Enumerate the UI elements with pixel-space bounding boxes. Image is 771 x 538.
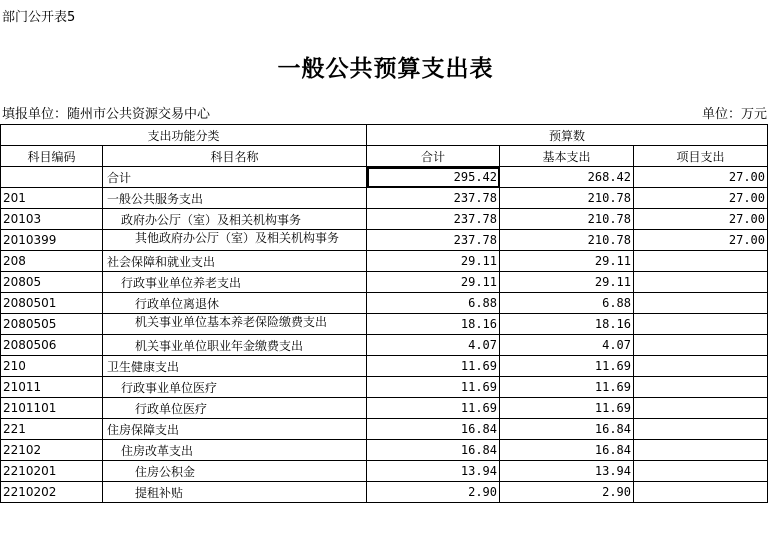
row-code[interactable]: 2080501 xyxy=(1,293,103,314)
header-project[interactable]: 项目支出 xyxy=(634,146,768,167)
row-project[interactable] xyxy=(634,335,768,356)
row-name[interactable] xyxy=(103,440,367,461)
row-name-text: 机关事业单位基本养老保险缴费支出 xyxy=(135,314,328,329)
row-code[interactable]: 210 xyxy=(1,356,103,377)
row-name[interactable] xyxy=(103,356,367,377)
row-total[interactable]: 13.94 xyxy=(367,461,500,482)
row-project[interactable] xyxy=(634,398,768,419)
row-name[interactable] xyxy=(103,461,367,482)
header-row-group xyxy=(1,125,768,146)
row-total[interactable]: 29.11 xyxy=(367,251,500,272)
row-code[interactable]: 21011 xyxy=(1,377,103,398)
row-project[interactable]: 27.00 xyxy=(634,209,768,230)
row-name-text: 社会保障和就业支出 xyxy=(107,254,216,269)
row-code[interactable]: 2101101 xyxy=(1,398,103,419)
row-total[interactable]: 16.84 xyxy=(367,419,500,440)
row-name[interactable] xyxy=(103,272,367,293)
row-basic[interactable]: 11.69 xyxy=(500,356,634,377)
row-name[interactable] xyxy=(103,482,367,503)
row-basic[interactable]: 29.11 xyxy=(500,272,634,293)
header-name[interactable]: 科目名称 xyxy=(103,146,367,167)
row-name[interactable] xyxy=(103,167,367,188)
row-code[interactable]: 2210202 xyxy=(1,482,103,503)
row-total[interactable]: 29.11 xyxy=(367,272,500,293)
row-name-text: 住房保障支出 xyxy=(107,422,180,437)
row-basic[interactable]: 16.84 xyxy=(500,440,634,461)
row-project[interactable] xyxy=(634,293,768,314)
table-row xyxy=(1,482,768,503)
row-code[interactable]: 2010399 xyxy=(1,230,103,251)
row-name-text: 政府办公厅（室）及相关机构事务 xyxy=(121,212,302,227)
table-row xyxy=(1,314,768,335)
row-name-text: 机关事业单位职业年金缴费支出 xyxy=(135,338,304,353)
row-name-text: 行政事业单位医疗 xyxy=(121,380,218,395)
table-row xyxy=(1,272,768,293)
row-total[interactable]: 4.07 xyxy=(367,335,500,356)
row-name-text: 卫生健康支出 xyxy=(107,359,180,374)
table-row xyxy=(1,461,768,482)
row-project[interactable] xyxy=(634,251,768,272)
table-row xyxy=(1,188,768,209)
row-project[interactable]: 27.00 xyxy=(634,188,768,209)
row-code[interactable]: 208 xyxy=(1,251,103,272)
row-basic[interactable]: 18.16 xyxy=(500,314,634,335)
row-basic[interactable]: 210.78 xyxy=(500,230,634,251)
header-function-class[interactable]: 支出功能分类 xyxy=(1,125,367,146)
row-name[interactable] xyxy=(103,209,367,230)
table-row xyxy=(1,167,768,188)
row-basic[interactable]: 13.94 xyxy=(500,461,634,482)
header-basic[interactable]: 基本支出 xyxy=(500,146,634,167)
row-code[interactable]: 22102 xyxy=(1,440,103,461)
row-name[interactable] xyxy=(103,419,367,440)
row-name[interactable] xyxy=(103,293,367,314)
row-total[interactable]: 2.90 xyxy=(367,482,500,503)
table-row xyxy=(1,440,768,461)
table-row xyxy=(1,230,768,251)
table-row xyxy=(1,419,768,440)
row-name[interactable] xyxy=(103,335,367,356)
table-row xyxy=(1,398,768,419)
row-name-text: 住房公积金 xyxy=(135,464,196,479)
row-project[interactable] xyxy=(634,461,768,482)
row-name-text: 行政事业单位养老支出 xyxy=(121,275,242,290)
budget-table xyxy=(0,124,768,503)
reporting-unit: 填报单位：随州市公共资源交易中心 xyxy=(2,107,211,122)
row-name-text: 行政单位离退休 xyxy=(135,296,220,311)
header-code[interactable]: 科目编码 xyxy=(1,146,103,167)
row-basic[interactable]: 16.84 xyxy=(500,419,634,440)
row-total[interactable]: 11.69 xyxy=(367,356,500,377)
row-code[interactable]: 221 xyxy=(1,419,103,440)
row-total[interactable]: 237.78 xyxy=(367,188,500,209)
row-name-text: 合计 xyxy=(107,170,132,185)
sheet-label: 部门公开表5 xyxy=(2,10,76,25)
row-total[interactable]: 16.84 xyxy=(367,440,500,461)
page-title: 一般公共预算支出表 xyxy=(277,56,494,82)
row-name[interactable] xyxy=(103,230,367,251)
row-name[interactable] xyxy=(103,398,367,419)
row-basic[interactable]: 4.07 xyxy=(500,335,634,356)
row-project[interactable] xyxy=(634,419,768,440)
row-basic[interactable]: 2.90 xyxy=(500,482,634,503)
row-basic[interactable]: 29.11 xyxy=(500,251,634,272)
table-row xyxy=(1,335,768,356)
row-total[interactable]: 237.78 xyxy=(367,209,500,230)
row-name[interactable] xyxy=(103,377,367,398)
table-row xyxy=(1,209,768,230)
row-name-text: 提租补贴 xyxy=(135,485,184,500)
header-row-columns xyxy=(1,146,768,167)
currency-unit: 单位：万元 xyxy=(701,107,767,122)
table-row xyxy=(1,377,768,398)
unit-row xyxy=(2,103,767,122)
header-total[interactable]: 合计 xyxy=(367,146,500,167)
row-project[interactable]: 27.00 xyxy=(634,167,768,188)
row-total[interactable]: 18.16 xyxy=(367,314,500,335)
row-code[interactable]: 2210201 xyxy=(1,461,103,482)
table-row xyxy=(1,356,768,377)
header-budget[interactable]: 预算数 xyxy=(367,125,768,146)
row-code[interactable]: 2080505 xyxy=(1,314,103,335)
row-code[interactable]: 201 xyxy=(1,188,103,209)
row-name-text: 住房改革支出 xyxy=(121,443,194,458)
row-project[interactable] xyxy=(634,440,768,461)
row-project[interactable]: 27.00 xyxy=(634,230,768,251)
row-name-text: 其他政府办公厅（室）及相关机构事务 xyxy=(135,230,340,245)
row-total[interactable]: 11.69 xyxy=(367,398,500,419)
row-total[interactable]: 237.78 xyxy=(367,230,500,251)
row-code[interactable] xyxy=(1,167,103,188)
row-basic[interactable]: 11.69 xyxy=(500,398,634,419)
row-project[interactable] xyxy=(634,356,768,377)
row-project[interactable] xyxy=(634,272,768,293)
row-code[interactable]: 2080506 xyxy=(1,335,103,356)
row-project[interactable] xyxy=(634,482,768,503)
row-project[interactable] xyxy=(634,314,768,335)
row-name[interactable] xyxy=(103,188,367,209)
row-total[interactable]: 11.69 xyxy=(367,377,500,398)
row-basic[interactable]: 210.78 xyxy=(500,188,634,209)
row-basic[interactable]: 268.42 xyxy=(500,167,634,188)
table-row xyxy=(1,293,768,314)
row-basic[interactable]: 210.78 xyxy=(500,209,634,230)
row-name[interactable] xyxy=(103,314,367,335)
row-basic[interactable]: 11.69 xyxy=(500,377,634,398)
row-name[interactable] xyxy=(103,251,367,272)
row-basic[interactable]: 6.88 xyxy=(500,293,634,314)
row-code[interactable]: 20103 xyxy=(1,209,103,230)
row-name-text: 一般公共服务支出 xyxy=(107,191,204,206)
row-code[interactable]: 20805 xyxy=(1,272,103,293)
row-name-text: 行政单位医疗 xyxy=(135,401,208,416)
row-total[interactable]: 295.42 xyxy=(367,167,500,188)
row-project[interactable] xyxy=(634,377,768,398)
row-total[interactable]: 6.88 xyxy=(367,293,500,314)
table-row xyxy=(1,251,768,272)
